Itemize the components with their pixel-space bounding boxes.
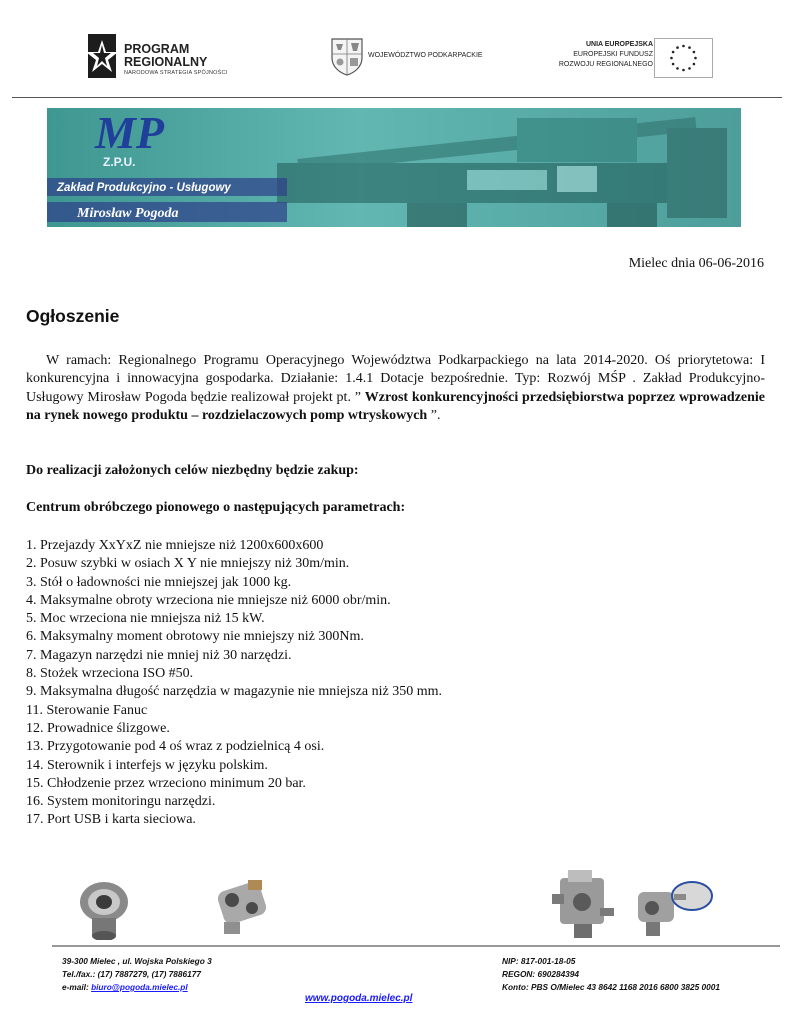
list-item: 4. Maksymalne obroty wrzeciona nie mniejsze niż 6000 obr/min. <box>26 592 391 608</box>
list-item: 15. Chłodzenie przez wrzeciono minimum 20 bar. <box>26 775 306 791</box>
list-item: 13. Przygotowanie pod 4 oś wraz z podzielnicą 4 osi. <box>26 739 325 755</box>
list-item: 9. Maksymalna długość narzędzia w magazynie nie mniejsza niż 350 mm. <box>26 684 442 700</box>
program-logo-subtitle: NARODOWA STRATEGIA SPÓJNOŚCI <box>124 70 228 76</box>
project-title: Wzrost konkurencyjności przedsiębiorstwa poprzez wprowadzenie na rynek nowego produktu – rozdzielaczowych pomp wtryskowych <box>26 389 766 424</box>
program-regionalny-logo <box>82 30 242 84</box>
pump-parts-icon <box>0 860 791 940</box>
footer-registration <box>502 955 720 994</box>
list-item: 12. Prowadnice ślizgowe. <box>26 720 170 736</box>
footer-regon: REGON: 690284394 <box>502 969 580 979</box>
banner-monogram: MP <box>95 108 164 158</box>
program-star-icon <box>82 30 122 84</box>
list-item: 7. Magazyn narzędzi nie mniej niż 30 narzędzi. <box>26 647 292 663</box>
banner-company-type: Zakład Produkcyjno - Usługowy <box>57 182 231 194</box>
list-item: 14. Sterownik i interfejs w języku polskim. <box>26 757 268 773</box>
footer-contact <box>62 955 212 994</box>
footer-nip: NIP: 817-001-18-05 <box>502 956 576 966</box>
eu-logo-text: UNIA EUROPEJSKA EUROPEJSKI FUNDUSZ ROZWOJU REGIONALNEGO <box>558 41 653 68</box>
list-item: 3. Stół o ładowności nie mniejszej jak 1000 kg. <box>26 574 292 590</box>
email-link[interactable]: biuro@pogoda.mielec.pl <box>91 982 188 992</box>
document-title: Ogłoszenie <box>26 306 120 326</box>
eu-flag-icon <box>654 38 713 78</box>
footer-address: 39-300 Mielec , ul. Wojska Polskiego 3 <box>62 956 212 966</box>
voivodeship-logo-text: WOJEWÓDZTWO PODKARPACKIE <box>368 52 483 59</box>
program-logo-title: PROGRAM REGIONALNY <box>124 42 208 69</box>
header-divider <box>12 97 782 98</box>
website-link[interactable]: www.pogoda.mielec.pl <box>305 993 413 1004</box>
list-item: 1. Przejazdy XxYxZ nie mniejsze niż 1200x600x600 <box>26 538 324 553</box>
purchase-heading: Do realizacji założonych celów niezbędny będzie zakup: <box>26 463 359 478</box>
footer-account: Konto: PBS O/Mielec 43 8642 1168 2016 6800 3825 0001 <box>502 982 721 992</box>
voivodeship-crest-icon <box>329 36 365 76</box>
list-item: 8. Stożek wrzeciona ISO #50. <box>26 666 194 682</box>
banner-image <box>47 108 741 227</box>
document-body <box>26 352 766 828</box>
list-item: 5. Moc wrzeciona nie mniejsza niż 15 kW. <box>26 611 265 627</box>
banner-company-short: Z.P.U. <box>103 155 136 169</box>
parameters-list <box>26 537 442 830</box>
intro-paragraph: W ramach: Regionalnego Programu Operacyjnego Województwa Podkarpackiego na lata 2014-2020. Oś priorytetowa: I konkurencyjna i innowacyjna gospodarka. Działanie: 1.4.1 Dotacje bezpośrednie. Typ: Rozwój MŚP . Zakład Produkcyjno-Usługowy Mirosław Pogoda będzie realizował projekt pt. ” Wzrost konkurencyjności przedsiębiorstwa poprzez wprowadzenie na rynek nowego produktu – rozdzielaczowych pomp wtryskowych ”. <box>26 353 766 424</box>
eu-logo <box>540 38 715 78</box>
footer-phone: Tel./fax.: (17) 7887279, (17) 7886177 <box>62 969 201 979</box>
document-date: Mielec dnia 06-06-2016 <box>628 256 764 271</box>
voivodeship-logo <box>329 36 504 76</box>
footer-email-line: e-mail: biuro@pogoda.mielec.pl <box>62 982 188 992</box>
company-banner <box>47 108 741 227</box>
machine-heading: Centrum obróbczego pionowego o następujących parametrach: <box>26 500 406 515</box>
list-item: 16. System monitoringu narzędzi. <box>26 794 216 810</box>
footer-divider <box>52 945 780 947</box>
list-item: 11. Sterowanie Fanuc <box>26 702 148 718</box>
list-item: 6. Maksymalny moment obrotowy nie mniejszy niż 300Nm. <box>26 629 364 645</box>
header-logos <box>0 28 791 88</box>
list-item: 2. Posuw szybki w osiach X Y nie mniejszy niż 30m/min. <box>26 556 350 572</box>
product-images <box>0 860 791 940</box>
banner-owner: Mirosław Pogoda <box>77 206 179 221</box>
list-item: 17. Port USB i karta sieciowa. <box>26 812 196 828</box>
